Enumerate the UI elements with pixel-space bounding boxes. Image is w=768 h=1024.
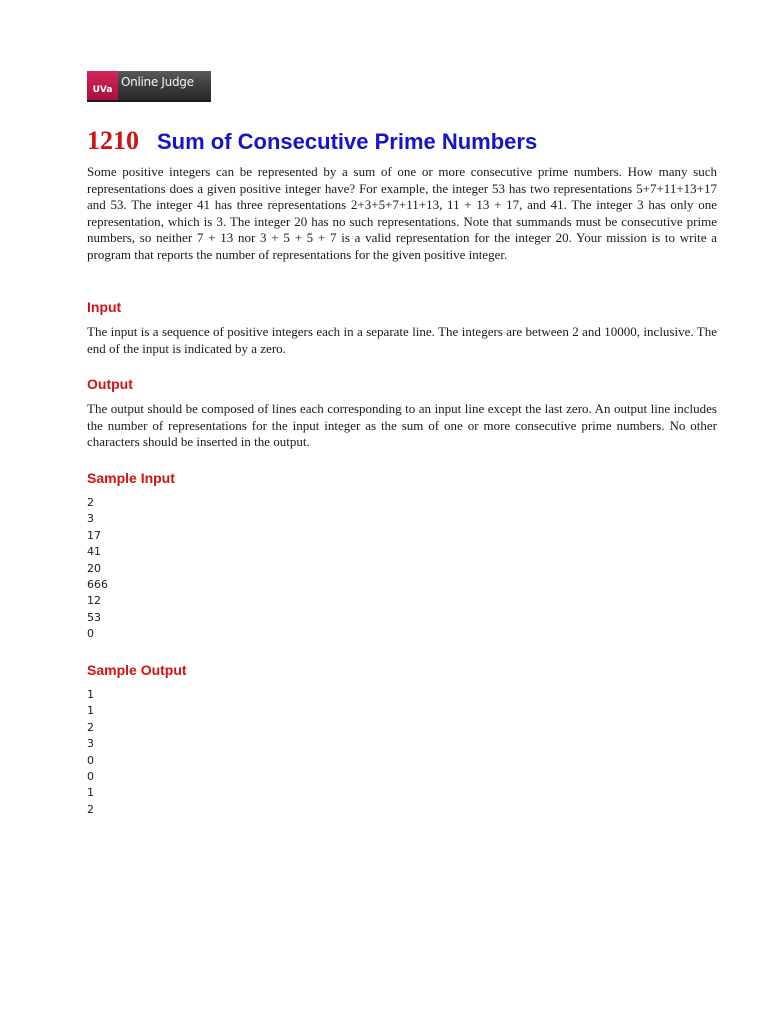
problem-title: [87, 124, 537, 156]
sample-output-line: 0: [87, 770, 94, 784]
sample-input-line: 53: [87, 610, 101, 624]
input-heading: Input: [87, 299, 122, 315]
sample-output-line: 2: [87, 720, 94, 734]
sample-input-heading: Sample Input: [87, 470, 175, 486]
sample-output-line: 3: [87, 737, 94, 751]
sample-output-line: 0: [87, 753, 94, 767]
sample-input-line: 41: [87, 545, 101, 559]
output-heading: Output: [87, 376, 133, 392]
output-description: The output should be composed of lines each corresponding to an input line except the last zero. An output line includes the number of representations for the input integer as the sum of one or more consecutive prime numbers. No other characters should be inserted in the output.: [87, 401, 717, 449]
sample-input-line: 3: [87, 512, 94, 526]
sample-input-list: [87, 495, 108, 643]
sample-output-line: 1: [87, 704, 94, 718]
online-judge-logo-text: Online Judge: [121, 75, 194, 89]
sample-input-line: 20: [87, 561, 101, 575]
input-description: The input is a sequence of positive integers each in a separate line. The integers are between 2 and 10000, inclusive. The end of the input is indicated by a zero.: [87, 324, 717, 356]
sample-input-line: 0: [87, 627, 94, 641]
sample-input-line: 17: [87, 528, 101, 542]
sample-output-line: 1: [87, 786, 94, 800]
problem-name: Sum of Consecutive Prime Numbers: [157, 129, 538, 154]
sample-input-line: 2: [87, 496, 94, 509]
uva-logo-mark: UVa: [87, 71, 118, 100]
sample-output-heading: Sample Output: [87, 662, 187, 678]
sample-output-line: 1: [87, 688, 94, 701]
sample-output-line: 2: [87, 802, 94, 816]
sample-input-line: 666: [87, 578, 108, 592]
uva-online-judge-logo: [87, 71, 211, 102]
sample-output-list: [87, 687, 94, 818]
sample-input-line: 12: [87, 594, 101, 608]
problem-number: 1210: [87, 126, 139, 155]
problem-description: Some positive integers can be represented by a sum of one or more consecutive prime numbers. How many such representations does a given positive integer have? For example, the integer 53 has two representations 5+7+11+13+17 and 53. The integer 41 has three representations 2+3+5+7+11+13, 11 + 13 + 17, and 41. The integer 3 has only one representation, which is 3. The integer 20 has no such representations. Note that summands must be consecutive prime numbers, so neither 7 + 13 nor 3 + 5 + 5 + 7 is a valid representation for the integer 20. Your mission is to write a program that reports the number of representations for the given positive integer.: [87, 164, 717, 262]
